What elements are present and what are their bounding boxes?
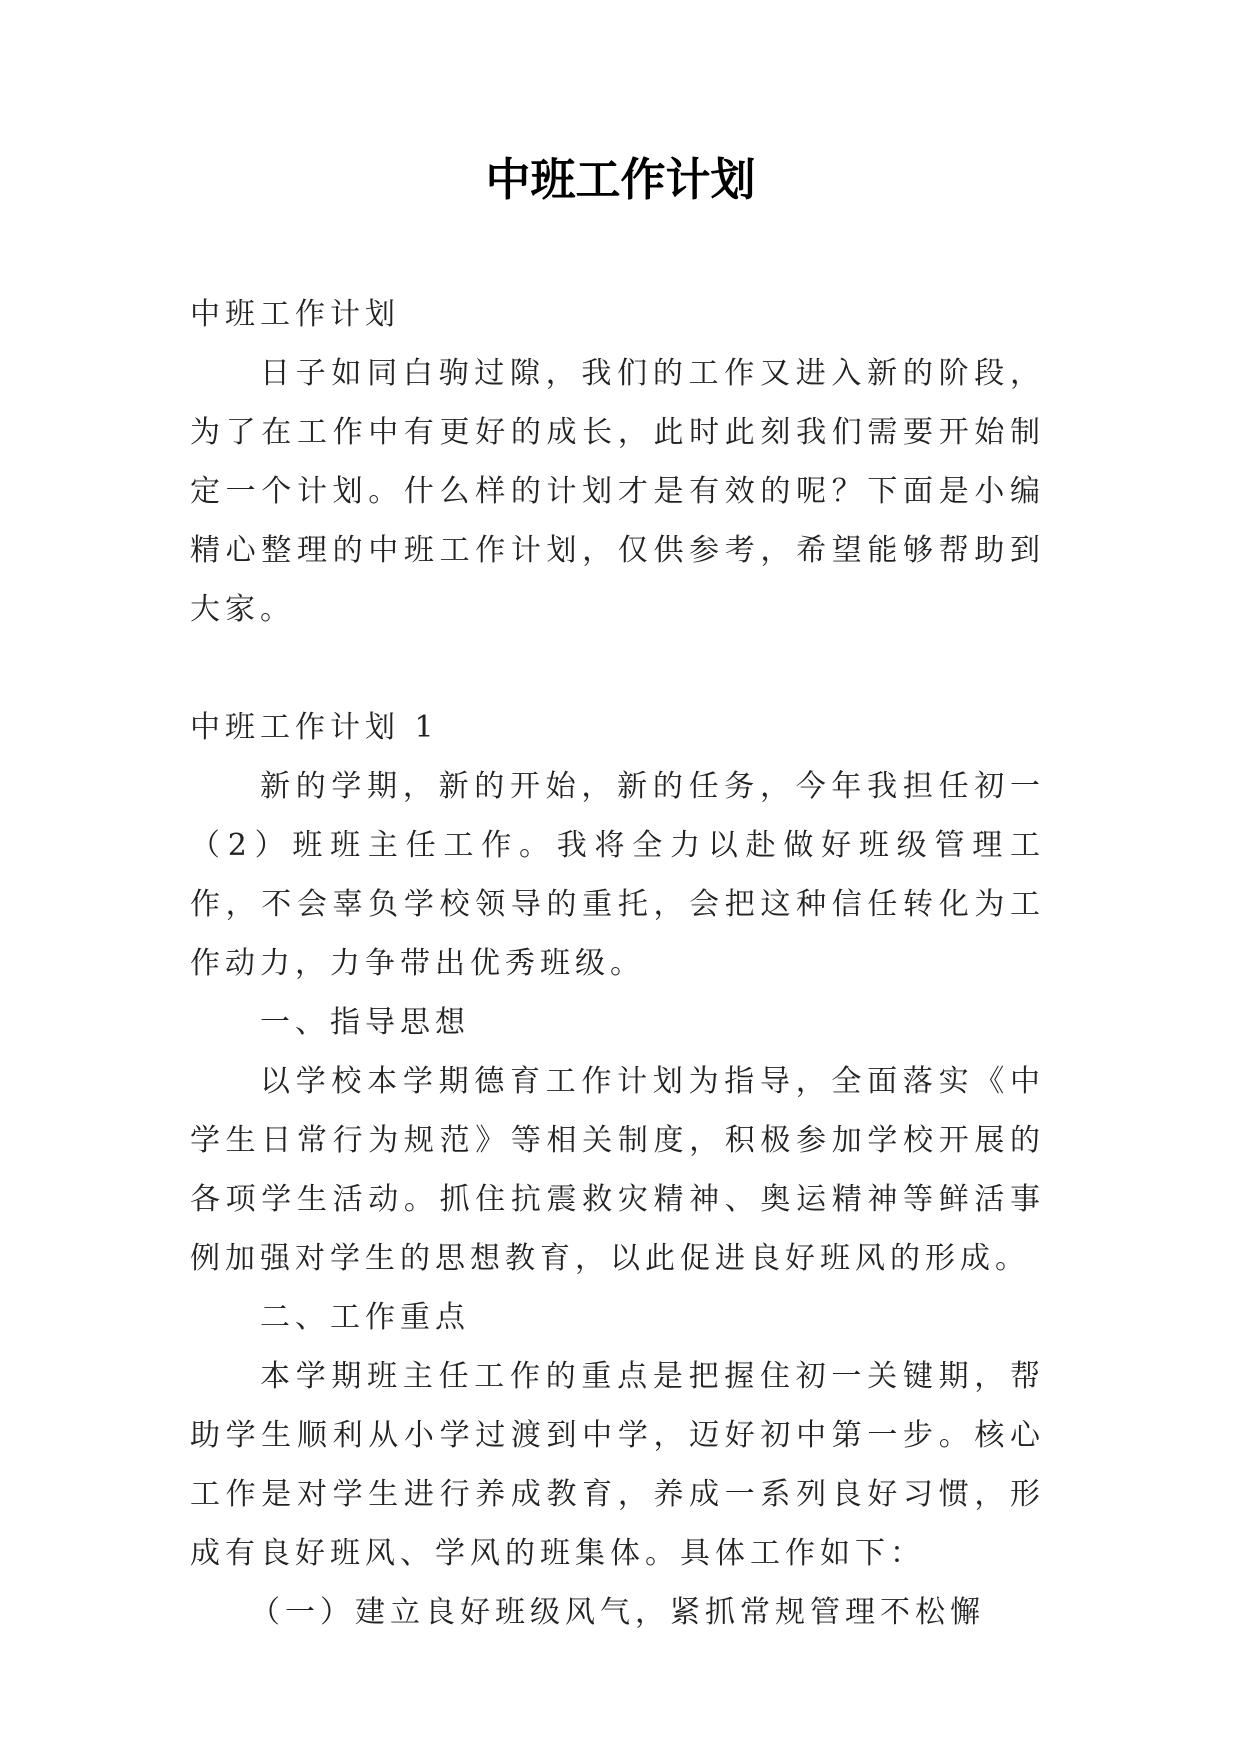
intro-paragraph: 日子如同白驹过隙，我们的工作又进入新的阶段，为了在工作中有更好的成长，此时此刻我们需要开始制定一个计划。什么样的计划才是有效的呢？下面是小编精心整理的中班工作计划，仅供参考，希望能够帮助到大家。 — [190, 356, 1045, 627]
subsection-title: （一）建立良好班级风气，紧抓常规管理不松懈 — [250, 1595, 985, 1630]
section-heading: 中班工作计划 — [190, 297, 400, 332]
section-text-work-focus: 本学期班主任工作的重点是把握住初一关键期，帮助学生顺利从小学过渡到中学，迈好初中第一步。核心工作是对学生进行养成教育，养成一系列良好习惯，形成有良好班风、学风的班集体。具体工作如下： — [190, 1359, 1045, 1571]
paragraph-spacer — [190, 639, 1045, 698]
document-body — [190, 285, 1045, 1642]
section-text-guiding-ideology: 以学校本学期德育工作计划为指导，全面落实《中学生日常行为规范》等相关制度，积极参加学校开展的各项学生活动。抓住抗震救灾精神、奥运精神等鲜活事例加强对学生的思想教育，以此促进良好班风的形成。 — [190, 1064, 1045, 1276]
plan-paragraph: 新的学期，新的开始，新的任务，今年我担任初一（2）班班主任工作。我将全力以赴做好班级管理工作，不会辜负学校领导的重托，会把这种信任转化为工作动力，力争带出优秀班级。 — [190, 769, 1045, 981]
section-title-work-focus: 二、工作重点 — [260, 1300, 470, 1335]
section-title-guiding-ideology: 一、指导思想 — [260, 1005, 470, 1040]
document-title: 中班工作计划 — [485, 153, 756, 206]
plan-heading: 中班工作计划 1 — [190, 710, 439, 745]
